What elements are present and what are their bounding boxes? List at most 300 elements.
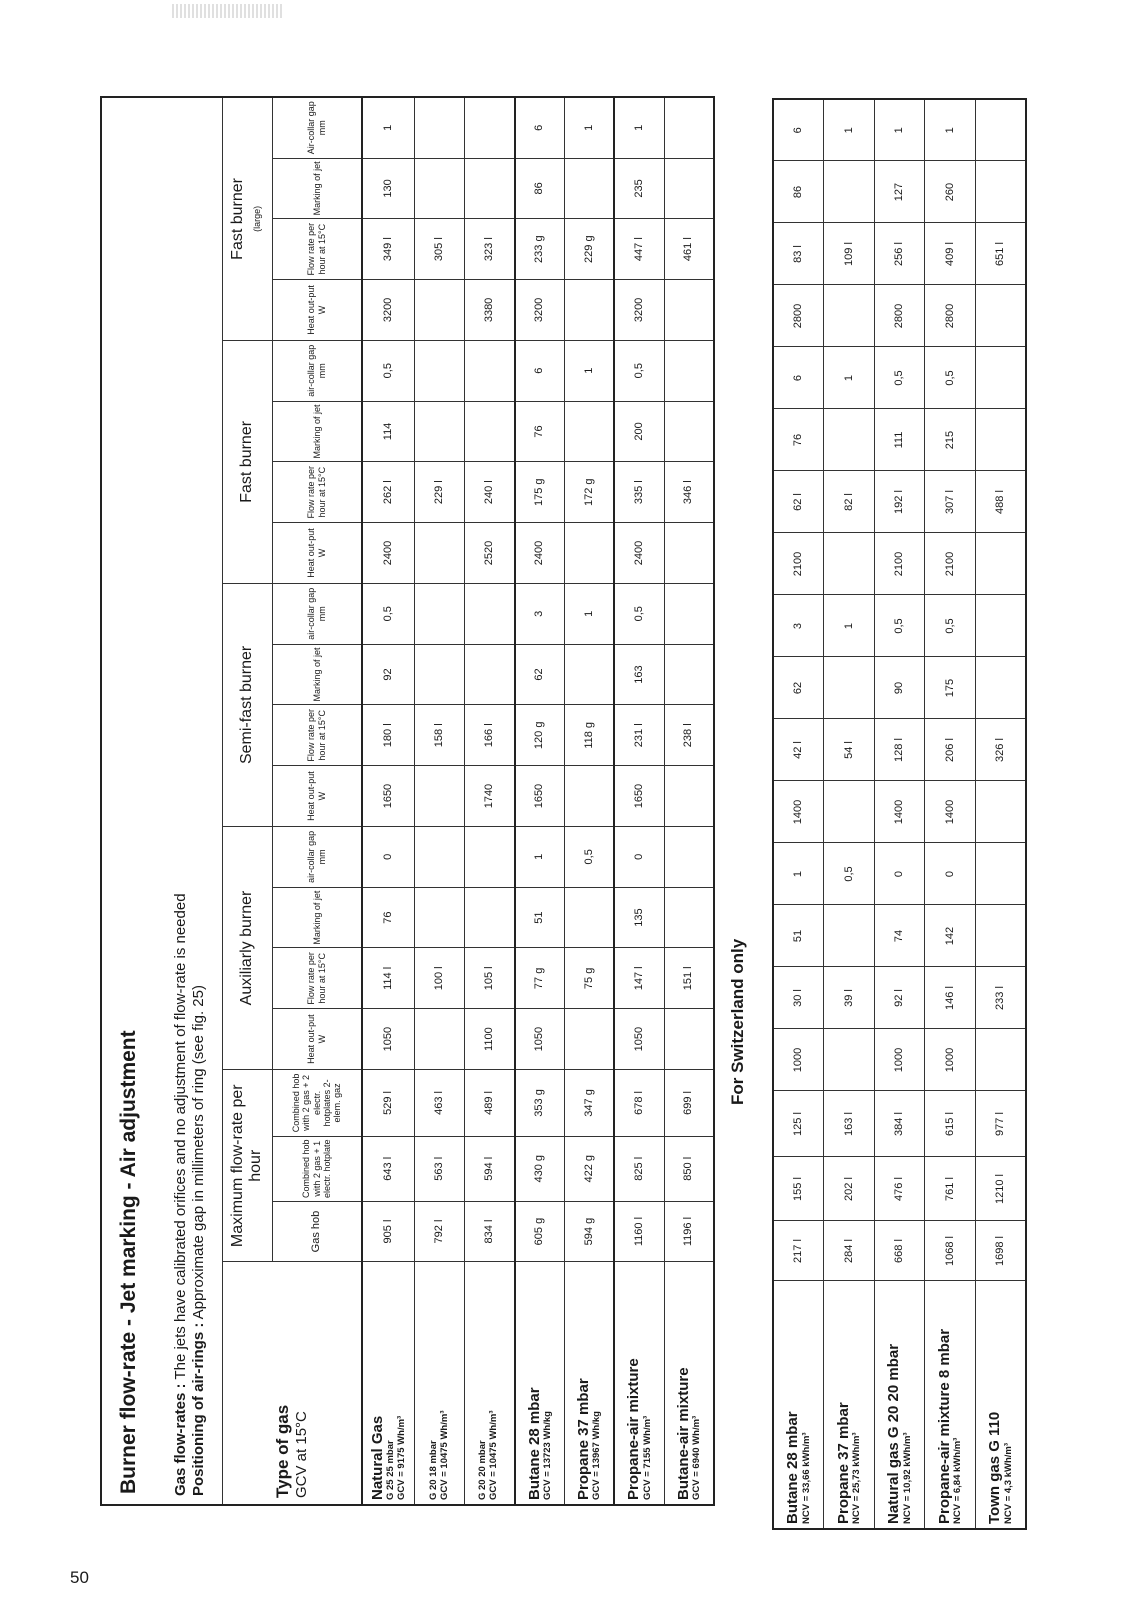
semi-heat [664, 766, 714, 827]
max-flow-hob: 1160 l [614, 1201, 664, 1262]
semi-air [975, 595, 1026, 657]
combined1-header: Combined hob with 2 gas + 1 electr. hotplate [272, 1136, 362, 1201]
gas-type-cell [614, 1262, 664, 1505]
aux-marking [664, 887, 714, 948]
gas-type-cell [362, 1262, 415, 1505]
aux-heat [415, 1009, 465, 1070]
large-flow: 447 l [614, 219, 664, 280]
max-flow-hob: 594 g [564, 1201, 614, 1262]
gas-type-cell [515, 1262, 565, 1505]
semi-heat: 1650 [614, 766, 664, 827]
gas-type-cell [925, 1281, 976, 1529]
large-air [664, 97, 714, 158]
max-flow-hob: 668 l [874, 1221, 925, 1281]
large-marking [975, 161, 1026, 223]
gas-group-label: Natural Gas [369, 1415, 387, 1500]
semi-flow: 128 l [874, 719, 925, 781]
fast-heat [664, 523, 714, 584]
fast-air: 1 [824, 347, 875, 409]
semi-heat: 1400 [874, 781, 925, 843]
semi-air [465, 583, 515, 644]
large-flow: 323 l [465, 219, 515, 280]
aux-flow: 39 l [824, 967, 875, 1029]
note1-label: Gas flow-rates : [172, 1383, 190, 1496]
max-flow-hob: 1698 l [975, 1221, 1026, 1281]
aux-heat: 1000 [874, 1029, 925, 1091]
aux-marking: 76 [362, 887, 415, 948]
semi-flow: 118 g [564, 705, 614, 766]
large-air-header: Air-collar gap mm [272, 97, 362, 158]
fast-large-header [223, 97, 273, 340]
aux-heat: 1100 [465, 1009, 515, 1070]
semi-marking [824, 657, 875, 719]
aux-flow: 30 l [773, 967, 824, 1029]
large-marking [664, 158, 714, 219]
fast-marking: 200 [614, 401, 664, 462]
fast-flow: 175 g [515, 462, 565, 523]
aux-marking [564, 887, 614, 948]
semi-air-header: air-collar gap mm [272, 583, 362, 644]
gas-gcv: NCV = 6,84 kWh/m³ [952, 1437, 964, 1524]
aux-air [664, 826, 714, 887]
fast-marking [415, 401, 465, 462]
burner-table [100, 96, 715, 1506]
large-heat: 3200 [614, 280, 664, 341]
max-flow-hob: 1196 l [664, 1201, 714, 1262]
aux-flow: 100 l [415, 948, 465, 1009]
fast-large-title: Fast burner [228, 178, 246, 260]
gas-gcv: NCV = 25,73 kWh/m³ [851, 1432, 863, 1524]
fast-heat: 2100 [773, 533, 824, 595]
semi-flow: 231 l [614, 705, 664, 766]
gas-name: Natural gas G 20 20 mbar [885, 1343, 903, 1524]
semi-flow-header: Flow rate per hour at 15°C [272, 705, 362, 766]
aux-flow-header: Flow rate per hour at 15°C [272, 948, 362, 1009]
semi-marking: 62 [515, 644, 565, 705]
large-marking: 86 [515, 158, 565, 219]
fast-heat [415, 523, 465, 584]
large-flow: 233 g [515, 219, 565, 280]
large-flow: 109 l [824, 223, 875, 285]
large-air [975, 99, 1026, 161]
large-marking-header: Marking of jet [272, 158, 362, 219]
aux-flow: 151 l [664, 948, 714, 1009]
semi-air: 0,5 [614, 583, 664, 644]
fast-flow: 192 l [874, 471, 925, 533]
aux-marking [465, 887, 515, 948]
semi-air: 3 [773, 595, 824, 657]
fast-flow: 488 l [975, 471, 1026, 533]
gas-name: G 20 18 mbar [427, 1440, 439, 1500]
aux-heat: 1000 [773, 1029, 824, 1091]
max-flow-hob: 834 l [465, 1201, 515, 1262]
large-marking [465, 158, 515, 219]
swiss-table [772, 100, 1027, 1530]
aux-marking: 142 [925, 905, 976, 967]
semi-marking: 175 [925, 657, 976, 719]
note2-label: Positioning of air-rings : [189, 1322, 207, 1496]
aux-air: 1 [773, 843, 824, 905]
aux-air-header: air-collar gap mm [272, 826, 362, 887]
max-flow-c2: 384 l [874, 1091, 925, 1157]
fast-heat [975, 533, 1026, 595]
aux-air: 0 [925, 843, 976, 905]
large-heat [975, 285, 1026, 347]
large-heat: 3380 [465, 280, 515, 341]
large-marking: 235 [614, 158, 664, 219]
fast-air: 0,5 [614, 340, 664, 401]
large-flow: 651 l [975, 223, 1026, 285]
fast-flow: 229 l [415, 462, 465, 523]
semi-heat [824, 781, 875, 843]
max-flow-c2: 125 l [773, 1091, 824, 1157]
aux-marking [415, 887, 465, 948]
aux-air: 0,5 [824, 843, 875, 905]
table-row [773, 99, 824, 1529]
type-of-gas-header [223, 1262, 362, 1505]
semi-heat-header: Heat out-put W [272, 766, 362, 827]
large-heat: 3200 [362, 280, 415, 341]
fast-marking [564, 401, 614, 462]
fast-heat-header: Heat out-put W [272, 523, 362, 584]
gas-type-cell [465, 1262, 515, 1505]
large-marking: 130 [362, 158, 415, 219]
for-switzerland-heading [728, 905, 752, 1125]
scan-artifact [172, 4, 282, 18]
for-switzerland-text: For Switzerland only [728, 938, 747, 1105]
fast-marking: 215 [925, 409, 976, 471]
fast-marking-header: Marking of jet [272, 401, 362, 462]
fast-marking: 111 [874, 409, 925, 471]
max-flow-c1: 476 l [874, 1157, 925, 1221]
semi-heat: 1400 [773, 781, 824, 843]
semi-flow: 54 l [824, 719, 875, 781]
table-row [415, 97, 465, 1505]
large-flow: 229 g [564, 219, 614, 280]
gas-name: Propane 37 mbar [574, 1378, 592, 1500]
semi-air: 1 [564, 583, 614, 644]
aux-air: 1 [515, 826, 565, 887]
large-air: 1 [614, 97, 664, 158]
max-flow-hob: 284 l [824, 1221, 875, 1281]
gas-type-cell [664, 1262, 714, 1505]
max-flow-c2: 347 g [564, 1070, 614, 1137]
page-number: 50 [70, 1568, 89, 1587]
gcv-label: GCV at 15°C [293, 1411, 311, 1498]
semi-flow: 158 l [415, 705, 465, 766]
max-flow-hob: 905 l [362, 1201, 415, 1262]
semi-heat [564, 766, 614, 827]
combined2-header: Combined hob with 2 gas + 2 electr. hotplates 2-elem. gaz [272, 1070, 362, 1137]
aux-marking: 51 [773, 905, 824, 967]
semi-marking [975, 657, 1026, 719]
max-flow-c1: 594 l [465, 1136, 515, 1201]
max-flow-c2: 529 l [362, 1070, 415, 1137]
large-air: 1 [564, 97, 614, 158]
max-flow-c1: 202 l [824, 1157, 875, 1221]
semi-marking [564, 644, 614, 705]
max-flow-c1: 155 l [773, 1157, 824, 1221]
table-row [874, 99, 925, 1529]
semi-air: 0,5 [362, 583, 415, 644]
table-row [465, 97, 515, 1505]
fast-heat: 2100 [874, 533, 925, 595]
fast-air [415, 340, 465, 401]
fast-marking: 114 [362, 401, 415, 462]
max-flow-hob: 1068 l [925, 1221, 976, 1281]
note1-text: The jets have calibrated orifices and no adjustment of flow-rate is needed [172, 893, 190, 1380]
gas-gcv: GCV = 9175 Wh/m³ [396, 1415, 408, 1500]
gas-type-cell [874, 1281, 925, 1529]
aux-heat-header: Heat out-put W [272, 1009, 362, 1070]
fast-air: 1 [564, 340, 614, 401]
aux-flow: 92 l [874, 967, 925, 1029]
large-marking [415, 158, 465, 219]
aux-flow: 147 l [614, 948, 664, 1009]
fast-heat: 2100 [925, 533, 976, 595]
fast-marking: 76 [773, 409, 824, 471]
max-flow-c1: 1210 l [975, 1157, 1026, 1221]
semi-air [415, 583, 465, 644]
gas-name: Town gas G 110 [986, 1411, 1004, 1524]
table-row [975, 99, 1026, 1529]
max-flow-c2: 489 l [465, 1070, 515, 1137]
table-title: Burner flow-rate - Jet marking - Air adjustment [101, 97, 157, 1505]
fast-air: 0,5 [874, 347, 925, 409]
max-flow-c1: 563 l [415, 1136, 465, 1201]
large-heat [824, 285, 875, 347]
fast-header: Fast burner [223, 340, 273, 583]
max-flow-c2: 699 l [664, 1070, 714, 1137]
large-heat [664, 280, 714, 341]
gas-name: Butane 28 mbar [525, 1387, 543, 1500]
large-air [415, 97, 465, 158]
max-flow-c2: 353 g [515, 1070, 565, 1137]
large-marking: 86 [773, 161, 824, 223]
fast-air [465, 340, 515, 401]
gas-gcv: NCV = 10,92 kWh/m³ [901, 1432, 913, 1524]
large-heat-header: Heat out-put W [272, 280, 362, 341]
max-flow-header: Maximum flow-rate per hour [223, 1070, 273, 1262]
aux-air [465, 826, 515, 887]
aux-heat [975, 1029, 1026, 1091]
large-marking [824, 161, 875, 223]
large-air: 1 [925, 99, 976, 161]
aux-heat: 1050 [614, 1009, 664, 1070]
aux-heat [824, 1029, 875, 1091]
large-flow-header: Flow rate per hour at 15°C [272, 219, 362, 280]
fast-heat [564, 523, 614, 584]
large-flow: 83 l [773, 223, 824, 285]
large-marking: 260 [925, 161, 976, 223]
large-heat: 3200 [515, 280, 565, 341]
semi-air: 0,5 [874, 595, 925, 657]
aux-marking: 51 [515, 887, 565, 948]
table-row [614, 97, 664, 1505]
aux-heat: 1050 [515, 1009, 565, 1070]
fast-air: 0,5 [925, 347, 976, 409]
aux-flow: 105 l [465, 948, 515, 1009]
gas-name: Propane-air mixture [625, 1358, 643, 1500]
gas-name: Propane 37 mbar [834, 1402, 852, 1524]
large-air: 1 [874, 99, 925, 161]
fast-flow-header: Flow rate per hour at 15°C [272, 462, 362, 523]
gas-type-cell [824, 1281, 875, 1529]
table-row [925, 99, 976, 1529]
gas-name: G 25 25 mbar [385, 1440, 397, 1500]
large-flow: 409 l [925, 223, 976, 285]
aux-air [975, 843, 1026, 905]
fast-air: 6 [515, 340, 565, 401]
gas-type-cell [773, 1281, 824, 1529]
fast-flow: 240 l [465, 462, 515, 523]
semi-heat: 1400 [925, 781, 976, 843]
table-row [664, 97, 714, 1505]
fast-flow: 172 g [564, 462, 614, 523]
aux-heat [564, 1009, 614, 1070]
semi-heat: 1650 [515, 766, 565, 827]
fast-large-sub: (large) [252, 205, 263, 232]
semifast-header: Semi-fast burner [223, 583, 273, 826]
aux-flow: 114 l [362, 948, 415, 1009]
fast-marking [664, 401, 714, 462]
fast-air [975, 347, 1026, 409]
semi-flow: 238 l [664, 705, 714, 766]
aux-air: 0 [614, 826, 664, 887]
gas-gcv: NCV = 4,3 kWh/m³ [1002, 1442, 1014, 1524]
max-flow-c2: 977 l [975, 1091, 1026, 1157]
fast-flow: 82 l [824, 471, 875, 533]
aux-marking [975, 905, 1026, 967]
semi-marking: 62 [773, 657, 824, 719]
fast-air [664, 340, 714, 401]
semi-heat [415, 766, 465, 827]
large-heat: 2800 [773, 285, 824, 347]
large-heat [415, 280, 465, 341]
semi-heat: 1740 [465, 766, 515, 827]
gas-gcv: GCV = 13967 Wh/kg [591, 1411, 603, 1500]
aux-marking [824, 905, 875, 967]
gas-gcv: NCV = 33,66 kWh/m³ [800, 1432, 812, 1524]
large-air: 1 [824, 99, 875, 161]
large-heat: 2800 [925, 285, 976, 347]
table-row [362, 97, 415, 1505]
fast-flow: 307 l [925, 471, 976, 533]
table-row [564, 97, 614, 1505]
auxiliary-header: Auxiliarly burner [223, 826, 273, 1069]
gas-gcv: GCV = 10475 Wh/m³ [438, 1410, 450, 1500]
fast-air: 0,5 [362, 340, 415, 401]
gas-type-cell [564, 1262, 614, 1505]
aux-air: 0 [362, 826, 415, 887]
aux-air [415, 826, 465, 887]
gas-hob-header: Gas hob [272, 1201, 362, 1262]
semi-marking [664, 644, 714, 705]
semi-flow: 180 l [362, 705, 415, 766]
fast-flow: 262 l [362, 462, 415, 523]
semi-marking: 90 [874, 657, 925, 719]
table-row [515, 97, 565, 1505]
fast-marking [465, 401, 515, 462]
fast-heat: 2400 [515, 523, 565, 584]
large-marking: 127 [874, 161, 925, 223]
large-marking [564, 158, 614, 219]
max-flow-c2: 463 l [415, 1070, 465, 1137]
max-flow-c2: 615 l [925, 1091, 976, 1157]
semi-air: 1 [824, 595, 875, 657]
gas-name: Butane-air mixture [674, 1367, 692, 1500]
fast-flow: 335 l [614, 462, 664, 523]
semi-marking: 163 [614, 644, 664, 705]
fast-air: 6 [773, 347, 824, 409]
large-flow: 461 l [664, 219, 714, 280]
aux-air: 0 [874, 843, 925, 905]
large-air [465, 97, 515, 158]
gas-gcv: GCV = 7155 Wh/m³ [641, 1415, 653, 1500]
fast-marking: 76 [515, 401, 565, 462]
type-of-gas-label: Type of gas [273, 1404, 293, 1498]
max-flow-hob: 217 l [773, 1221, 824, 1281]
large-heat: 2800 [874, 285, 925, 347]
aux-marking-header: Marking of jet [272, 887, 362, 948]
note2-text: Approximate gap in millimeters of ring (see fig. 25) [189, 985, 207, 1320]
max-flow-c1: 643 l [362, 1136, 415, 1201]
fast-flow: 346 l [664, 462, 714, 523]
semi-flow: 120 g [515, 705, 565, 766]
aux-heat: 1000 [925, 1029, 976, 1091]
max-flow-c1: 430 g [515, 1136, 565, 1201]
gas-gcv: GCV = 13723 Wh/kg [541, 1411, 553, 1500]
notes [157, 97, 222, 1505]
max-flow-c1: 761 l [925, 1157, 976, 1221]
gas-name: Butane 28 mbar [784, 1411, 802, 1524]
gas-name: Propane-air mixture 8 mbar [935, 1328, 953, 1524]
max-flow-c2: 678 l [614, 1070, 664, 1137]
aux-marking: 74 [874, 905, 925, 967]
semi-marking: 92 [362, 644, 415, 705]
max-flow-c1: 825 l [614, 1136, 664, 1201]
large-flow: 305 l [415, 219, 465, 280]
semi-flow: 166 l [465, 705, 515, 766]
fast-heat: 2520 [465, 523, 515, 584]
fast-marking [975, 409, 1026, 471]
max-flow-c1: 422 g [564, 1136, 614, 1201]
gas-gcv: GCV = 10475 Wh/m³ [488, 1410, 500, 1500]
max-flow-c2: 163 l [824, 1091, 875, 1157]
semi-flow: 206 l [925, 719, 976, 781]
aux-marking: 135 [614, 887, 664, 948]
aux-air: 0,5 [564, 826, 614, 887]
aux-flow: 77 g [515, 948, 565, 1009]
semi-air: 0,5 [925, 595, 976, 657]
large-air: 1 [362, 97, 415, 158]
large-flow: 349 l [362, 219, 415, 280]
aux-heat [664, 1009, 714, 1070]
aux-flow: 233 l [975, 967, 1026, 1029]
max-flow-hob: 605 g [515, 1201, 565, 1262]
semi-flow: 42 l [773, 719, 824, 781]
fast-heat: 2400 [362, 523, 415, 584]
semi-air: 3 [515, 583, 565, 644]
semi-flow: 326 l [975, 719, 1026, 781]
gas-name: G 20 20 mbar [477, 1440, 489, 1500]
semi-marking-header: Marking of jet [272, 644, 362, 705]
gas-type-cell [975, 1281, 1026, 1529]
aux-flow: 75 g [564, 948, 614, 1009]
large-flow: 256 l [874, 223, 925, 285]
large-air: 6 [773, 99, 824, 161]
max-flow-hob: 792 l [415, 1201, 465, 1262]
